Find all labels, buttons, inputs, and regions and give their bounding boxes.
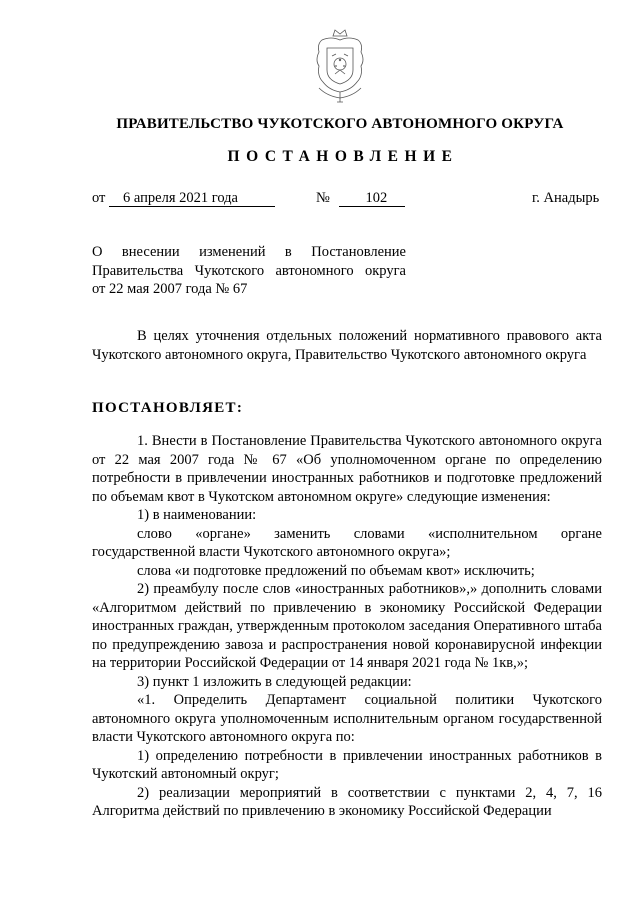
- paragraph: слова «и подготовке предложений по объемам квот» исключить;: [137, 562, 535, 579]
- resolves-heading: ПОСТАНОВЛЯЕТ:: [92, 400, 244, 416]
- date-value: 6 апреля 2021 года: [109, 191, 275, 207]
- date-label: от: [92, 190, 106, 206]
- date-field: [92, 190, 275, 207]
- resolution-body: [92, 432, 602, 821]
- government-title: ПРАВИТЕЛЬСТВО ЧУКОТСКОГО АВТОНОМНОГО ОКРУГА: [116, 116, 564, 132]
- city: г. Анадырь: [532, 190, 600, 206]
- paragraph: 2) реализации мероприятий в соответствии с пунктами 2, 4, 7, 16 Алгоритма действий по привлечению в экономику Российской Федерации: [92, 784, 602, 819]
- paragraph: 1) в наименовании:: [137, 507, 257, 523]
- subject-line: О внесении изменений в Постановление: [92, 244, 406, 260]
- paragraph: 3) пункт 1 изложить в следующей редакции:: [137, 673, 412, 690]
- paragraph: слово «органе» заменить словами «исполнительном органе государственной власти Чукотского автономного округа»;: [92, 525, 602, 560]
- subject-block: [92, 243, 406, 299]
- subject-line: Правительства Чукотского автономного округа: [92, 262, 406, 279]
- number-field: [316, 190, 405, 207]
- number-value: 102: [339, 191, 405, 207]
- paragraph: «1. Определить Департамент социальной политики Чукотского автономного округа уполномоченным исполнительным органом государственной власти Чукотского автономного округа по:: [92, 692, 602, 745]
- document-type: ПОСТАНОВЛЕНИЕ: [227, 148, 459, 165]
- number-label: №: [316, 190, 330, 206]
- paragraph: 2) преамбулу после слов «иностранных работников»,» дополнить словами «Алгоритмом действий по привлечению в экономику Российской Федерации иностранных граждан, утвержденным протоколом заседания Оперативного штаба по предупреждению завоза и распространения новой коронавирусной инфекции на территории Российской Федерации от 14 января 2021 года № 1кв,»;: [92, 581, 602, 671]
- coat-of-arms-icon: [305, 26, 375, 108]
- preamble-block: [92, 327, 602, 364]
- preamble: В целях уточнения отдельных положений нормативного правового акта Чукотского автономного округа, Правительство Чукотского автономного округа: [92, 328, 602, 363]
- paragraph: 1. Внести в Постановление Правительства Чукотского автономного округа от 22 мая 2007 года № 67 «Об уполномоченном органе по определению потребности в привлечении иностранных работников и подготовке предложений по объемам квот в Чукотском автономном округе» следующие изменения:: [92, 433, 602, 505]
- paragraph: 1) определению потребности в привлечении иностранных работников в Чукотский автономный округ;: [92, 747, 602, 782]
- subject-line: от 22 мая 2007 года № 67: [92, 281, 248, 297]
